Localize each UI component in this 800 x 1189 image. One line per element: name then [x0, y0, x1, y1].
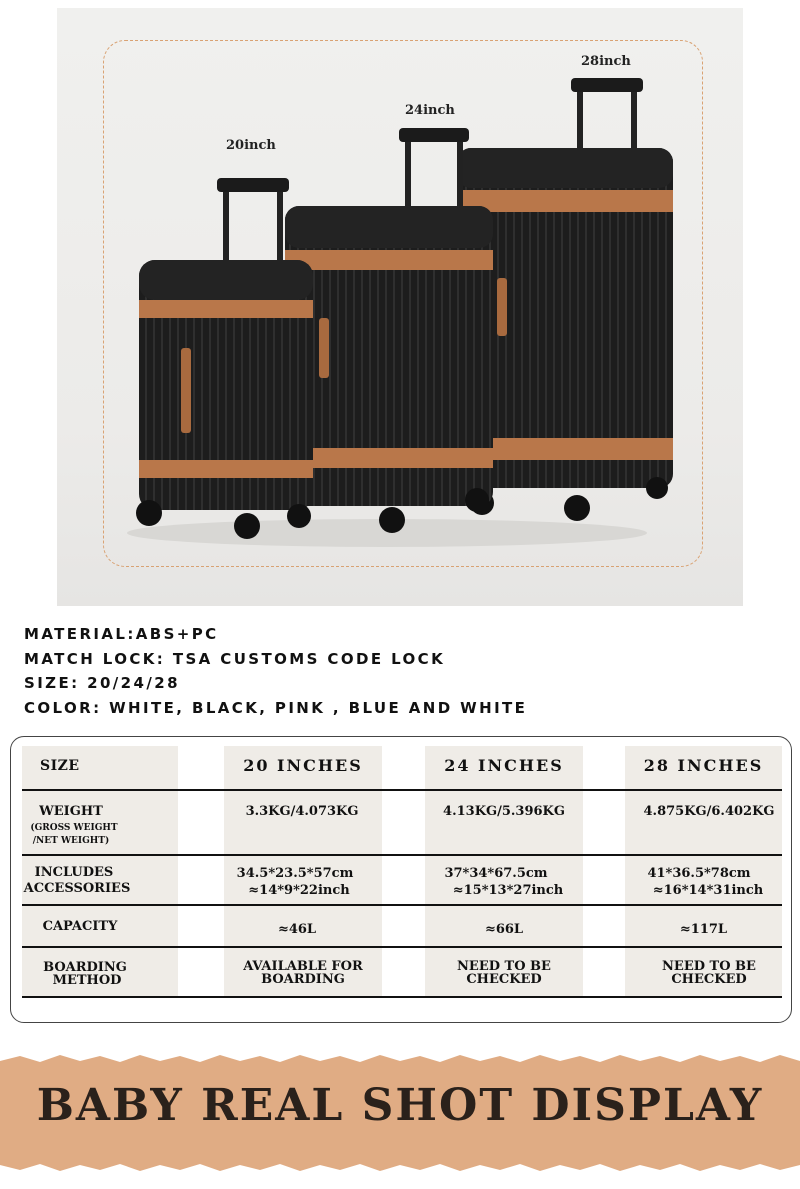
spec-list: [24, 622, 527, 720]
boarding-20-line1: AVAILABLE FOR: [243, 959, 363, 974]
row-label-boarding-1: BOARDING: [43, 960, 127, 975]
size-label-24: 24inch: [405, 103, 455, 118]
capacity-28: ≈117L: [679, 922, 728, 937]
size-label-20: 20inch: [226, 138, 276, 153]
weight-28: 4.875KG/6.402KG: [643, 804, 775, 819]
banner-title: BABY REAL SHOT DISPLAY: [36, 1080, 764, 1131]
spec-material: MATERIAL:ABS+PC: [24, 625, 219, 643]
dims-cm-28: 41*36.5*78cm: [647, 866, 751, 881]
table-divider: [22, 904, 782, 906]
row-label-weight-sub1: (GROSS WEIGHT: [30, 823, 118, 833]
row-label-boarding-2: METHOD: [52, 973, 122, 988]
size-label-28: 28inch: [581, 54, 631, 69]
dims-cm-24: 37*34*67.5cm: [444, 866, 548, 881]
product-photo: [57, 8, 743, 606]
suitcase-24: [285, 128, 493, 533]
spec-lock: MATCH LOCK: TSA CUSTOMS CODE LOCK: [24, 649, 446, 668]
table-divider: [22, 789, 782, 791]
table-divider: [22, 854, 782, 856]
table-header-24: 24 INCHES: [444, 756, 564, 775]
boarding-28-line2: CHECKED: [671, 972, 747, 987]
boarding-20-line2: BOARDING: [261, 972, 345, 987]
spec-size: SIZE: 20/24/28: [24, 674, 180, 692]
boarding-24-line1: NEED TO BE: [457, 959, 551, 974]
row-label-accessories-2: ACCESSORIES: [23, 881, 131, 896]
table-header-size: SIZE: [40, 758, 80, 774]
row-label-capacity: CAPACITY: [42, 919, 118, 934]
boarding-28-line1: NEED TO BE: [662, 959, 756, 974]
weight-24: 4.13KG/5.396KG: [443, 804, 565, 819]
dims-cm-20: 34.5*23.5*57cm: [236, 866, 354, 881]
table-header-28: 28 INCHES: [643, 756, 764, 775]
dims-inch-24: ≈15*13*27inch: [452, 883, 564, 898]
row-label-accessories-1: INCLUDES: [34, 865, 114, 880]
boarding-24-line2: CHECKED: [466, 972, 542, 987]
table-divider: [22, 996, 782, 998]
capacity-20: ≈46L: [277, 922, 317, 937]
capacity-24: ≈66L: [484, 922, 524, 937]
suitcase-set-illustration: [57, 8, 743, 606]
weight-20: 3.3KG/4.073KG: [245, 804, 359, 819]
spec-color: COLOR: WHITE, BLACK, PINK , BLUE AND WHITE: [24, 698, 528, 717]
dims-inch-20: ≈14*9*22inch: [248, 883, 350, 898]
dims-inch-28: ≈16*14*31inch: [652, 883, 764, 898]
table-header-20: 20 INCHES: [243, 756, 363, 775]
table-divider: [22, 946, 782, 948]
row-label-weight: WEIGHT: [39, 804, 103, 819]
row-label-weight-sub2: /NET WEIGHT): [32, 836, 110, 846]
